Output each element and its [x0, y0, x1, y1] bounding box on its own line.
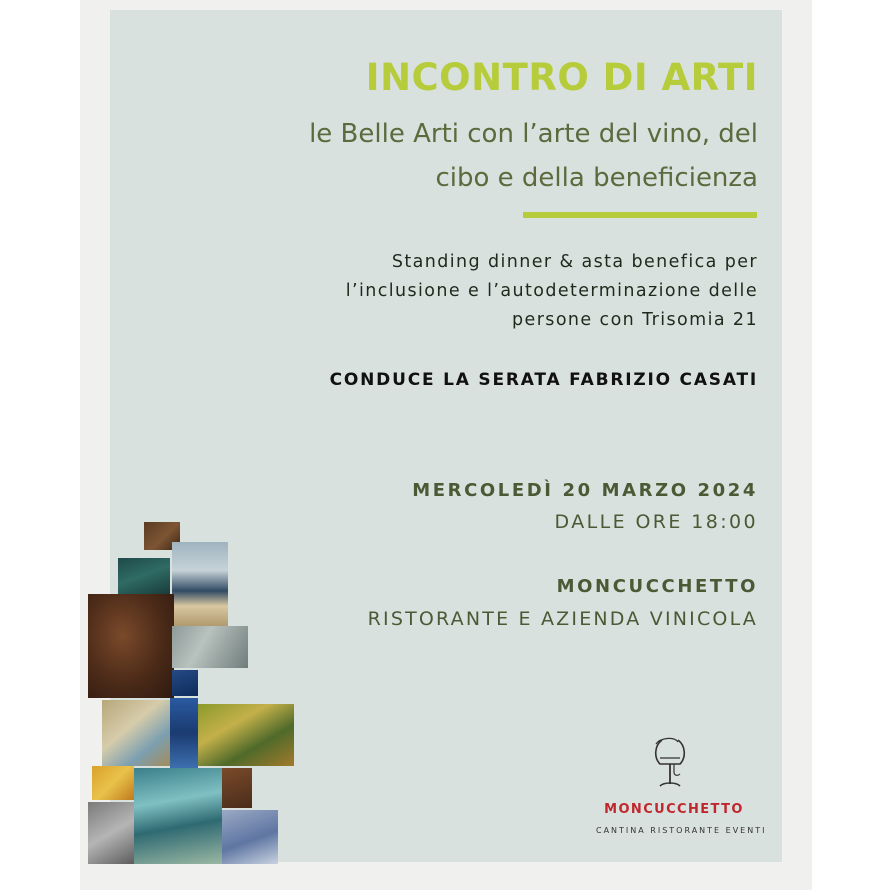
painting-tile — [222, 810, 278, 864]
painting-tile — [222, 768, 252, 808]
event-title: INCONTRO DI ARTI — [365, 56, 758, 99]
painting-tile — [134, 768, 222, 864]
painting-tile — [172, 670, 198, 696]
subtitle-line: cibo e della beneficienza — [435, 163, 758, 193]
event-date: MERCOLEDÌ 20 MARZO 2024 — [412, 480, 758, 501]
description-line: persone con Trisomia 21 — [512, 310, 758, 330]
moncucchetto-logo — [596, 736, 767, 840]
description-line: l’inclusione e l’autodeterminazione delle — [345, 281, 758, 301]
painting-tile — [198, 704, 294, 766]
painting-collage — [88, 522, 300, 864]
painting-tile — [102, 700, 172, 766]
event-time: DALLE ORE 18:00 — [554, 511, 758, 533]
wine-glass-icon — [648, 736, 692, 794]
painting-tile — [170, 698, 198, 768]
event-subtitle — [309, 112, 758, 200]
painting-tile — [88, 802, 134, 864]
event-description — [346, 248, 758, 335]
painting-tile — [92, 766, 134, 800]
logo-name: MONCUCCHETTO — [604, 802, 744, 817]
painting-tile — [118, 558, 170, 598]
venue-name: MONCUCCHETTO — [556, 576, 758, 597]
logo-tagline: CANTINA RISTORANTE EVENTI — [596, 826, 767, 835]
event-host: CONDUCE LA SERATA FABRIZIO CASATI — [329, 370, 758, 390]
painting-tile — [172, 626, 248, 668]
description-line: Standing dinner & asta benefica per — [391, 252, 758, 272]
venue-description: RISTORANTE E AZIENDA VINICOLA — [367, 608, 758, 630]
painting-tile — [88, 594, 174, 698]
accent-divider — [523, 212, 757, 218]
painting-tile — [172, 542, 228, 636]
subtitle-line: le Belle Arti con l’arte del vino, del — [309, 119, 758, 149]
